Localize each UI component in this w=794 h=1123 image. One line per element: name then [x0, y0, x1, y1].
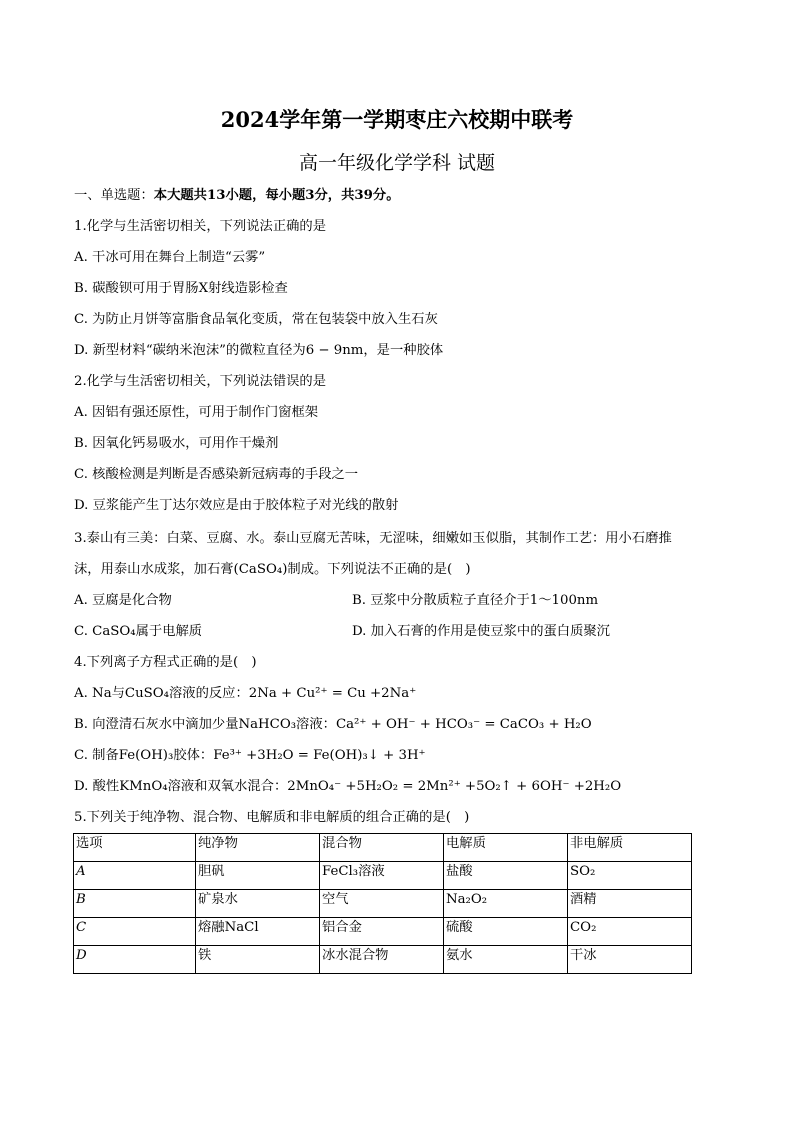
exam-title: 2024学年第一学期枣庄六校期中联考	[220, 107, 574, 132]
question-1-stem: 1.化学与生活密切相关，下列说法正确的是	[74, 219, 327, 234]
table-cell: 冰水混合物	[320, 946, 444, 974]
table-cell: 氨水	[444, 946, 568, 974]
table-cell: 空气	[320, 890, 444, 918]
question-2-stem: 2.化学与生活密切相关，下列说法错误的是	[74, 374, 327, 389]
table-header-row	[74, 834, 692, 862]
table-cell: 干冰	[568, 946, 692, 974]
table-cell: B	[74, 890, 196, 918]
table-cell: 硫酸	[444, 918, 568, 946]
question-2-option-a: A. 因铝有强还原性，可用于制作门窗框架	[74, 405, 319, 420]
classification-table	[73, 833, 692, 974]
section-heading	[74, 187, 400, 205]
table-header-cell: 电解质	[444, 834, 568, 862]
section-instructions: 本大题共13小题，每小题3分，共39分。	[153, 188, 400, 203]
question-3-stem-line-2: 沫，用泰山水成浆，加石膏(CaSO₄)制成。下列说法不正确的是( )	[74, 562, 471, 577]
table-cell: Na₂O₂	[444, 890, 568, 918]
section-prefix: 一、单选题：	[74, 188, 154, 203]
table-row	[74, 918, 692, 946]
question-4-option-d: D. 酸性KMnO₄溶液和双氧水混合：2MnO₄⁻ +5H₂O₂ = 2Mn²⁺ +5O₂↑ + 6OH⁻ +2H₂O	[74, 779, 622, 794]
exam-subtitle: 高一年级化学学科 试题	[298, 152, 496, 174]
table-header-cell: 选项	[74, 834, 196, 862]
table-cell: D	[74, 946, 196, 974]
table-cell: 盐酸	[444, 862, 568, 890]
table-header-cell: 纯净物	[196, 834, 320, 862]
question-1-option-a: A. 干冰可用在舞台上制造“云雾”	[74, 250, 266, 265]
table-cell: C	[74, 918, 196, 946]
question-2-option-b: B. 因氧化钙易吸水，可用作干燥剂	[74, 436, 279, 451]
question-3-option-b: B. 豆浆中分散质粒子直径介于1～100nm	[352, 593, 599, 608]
question-2-option-d: D. 豆浆能产生丁达尔效应是由于胶体粒子对光线的散射	[74, 498, 399, 513]
table-header-cell: 混合物	[320, 834, 444, 862]
table-cell: FeCl₃溶液	[320, 862, 444, 890]
question-4-option-c: C. 制备Fe(OH)₃胶体：Fe³⁺ +3H₂O = Fe(OH)₃↓ + 3H⁺	[74, 748, 426, 763]
question-3-stem-line-1: 3.泰山有三美：白菜、豆腐、水。泰山豆腐无苦味，无涩味，细嫩如玉似脂，其制作工艺：用小石磨推	[74, 531, 672, 546]
table-row	[74, 862, 692, 890]
table-row	[74, 890, 692, 918]
question-3-option-c: C. CaSO₄属于电解质	[74, 624, 203, 639]
table-cell: 胆矾	[196, 862, 320, 890]
table-cell: CO₂	[568, 918, 692, 946]
table-row	[74, 946, 692, 974]
question-4-option-b: B. 向澄清石灰水中滴加少量NaHCO₃溶液：Ca²⁺ + OH⁻ + HCO₃⁻ = CaCO₃ + H₂O	[74, 717, 592, 732]
table-cell: 矿泉水	[196, 890, 320, 918]
table-cell: 酒精	[568, 890, 692, 918]
question-1-option-c: C. 为防止月饼等富脂食品氧化变质，常在包装袋中放入生石灰	[74, 312, 438, 327]
question-3-option-d: D. 加入石膏的作用是使豆浆中的蛋白质聚沉	[352, 624, 610, 639]
question-5-stem: 5.下列关于纯净物、混合物、电解质和非电解质的组合正确的是( )	[74, 810, 470, 825]
table-cell: A	[74, 862, 196, 890]
table-cell: 铝合金	[320, 918, 444, 946]
question-4-option-a: A. Na与CuSO₄溶液的反应：2Na + Cu²⁺ = Cu +2Na⁺	[74, 686, 417, 701]
question-2-option-c: C. 核酸检测是判断是否感染新冠病毒的手段之一	[74, 467, 359, 482]
table-header-cell: 非电解质	[568, 834, 692, 862]
question-1-option-b: B. 碳酸钡可用于胃肠X射线造影检查	[74, 281, 288, 296]
question-3-option-a: A. 豆腐是化合物	[74, 593, 172, 608]
table-cell: 熔融NaCl	[196, 918, 320, 946]
question-1-option-d: D. 新型材料“碳纳米泡沫”的微粒直径为6 − 9nm，是一种胶体	[74, 343, 444, 358]
question-4-stem: 4.下列离子方程式正确的是( )	[74, 655, 257, 670]
table-cell: SO₂	[568, 862, 692, 890]
table-cell: 铁	[196, 946, 320, 974]
